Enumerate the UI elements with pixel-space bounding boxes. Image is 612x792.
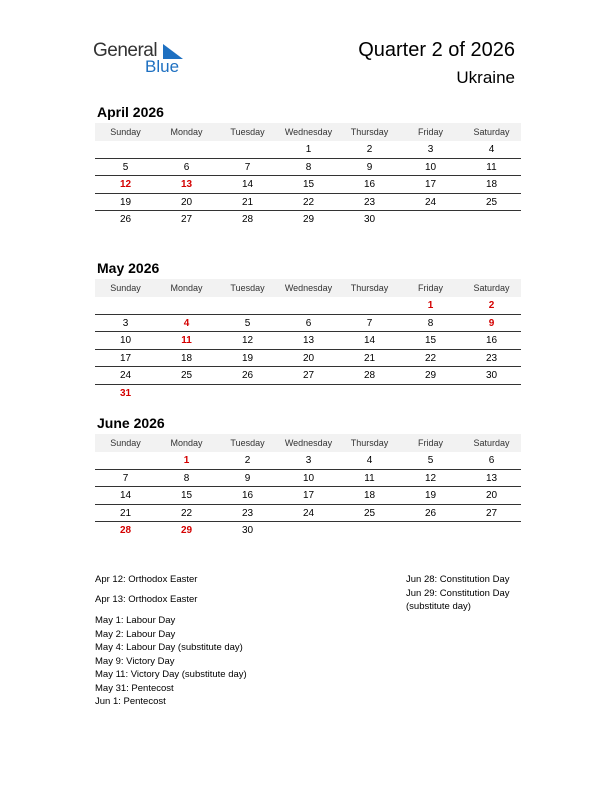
- day-cell: 25: [180, 370, 193, 381]
- month-title: May 2026: [97, 260, 160, 276]
- day-cell: 19: [119, 196, 132, 208]
- day-cell: 11: [486, 161, 497, 173]
- day-cell: 17: [424, 179, 437, 190]
- day-cell: 13: [302, 335, 315, 346]
- logo-text-blue: Blue: [145, 57, 180, 76]
- day-cell: 29: [424, 370, 437, 381]
- day-cell: 28: [241, 214, 254, 225]
- day-cell: 28: [363, 370, 376, 381]
- week-row: [95, 315, 521, 333]
- day-cell: 16: [363, 179, 376, 190]
- holiday-day-cell: 31: [119, 387, 132, 399]
- holiday-note: Apr 12: Orthodox Easter: [95, 574, 198, 585]
- day-cell: 27: [485, 507, 498, 519]
- holiday-day-cell: 12: [119, 179, 132, 190]
- weekday-label: Sunday: [110, 127, 141, 137]
- week-row: [95, 332, 521, 350]
- week-row: [95, 194, 521, 212]
- week-row: [95, 487, 521, 505]
- day-cell: 13: [485, 472, 498, 484]
- week-row: [95, 452, 521, 470]
- day-cell: 23: [485, 352, 498, 364]
- holiday-day-cell: 1: [183, 455, 190, 466]
- day-cell: 7: [244, 161, 251, 173]
- weekday-label: Saturday: [473, 127, 510, 137]
- day-cell: 30: [485, 370, 498, 381]
- weekday-label: Saturday: [473, 283, 510, 293]
- holiday-notes-right: [406, 573, 510, 614]
- day-cell: 15: [180, 490, 193, 501]
- weekday-label: Tuesday: [230, 438, 265, 448]
- day-cell: 25: [363, 507, 376, 519]
- day-cell: 3: [427, 144, 434, 155]
- day-cell: 23: [241, 507, 254, 519]
- day-cell: 1: [305, 144, 312, 155]
- day-cell: 16: [485, 335, 498, 346]
- week-row: [95, 141, 521, 159]
- day-cell: 25: [485, 196, 498, 208]
- holiday-note: May 4: Labour Day (substitute day): [95, 642, 243, 653]
- day-cell: 22: [180, 507, 193, 519]
- day-cell: 24: [302, 507, 315, 519]
- day-cell: 14: [363, 335, 376, 346]
- day-cell: 2: [366, 144, 373, 155]
- day-cell: 21: [119, 507, 132, 519]
- day-cell: 8: [427, 317, 434, 329]
- day-cell: 10: [119, 335, 132, 346]
- day-cell: 26: [119, 214, 132, 225]
- holiday-note: Apr 13: Orthodox Easter: [95, 594, 198, 605]
- day-cell: 20: [485, 490, 498, 501]
- holiday-note: Jun 28: Constitution Day: [406, 574, 510, 585]
- day-cell: 18: [485, 179, 498, 190]
- weekday-label: Friday: [417, 283, 443, 293]
- day-cell: 23: [363, 196, 376, 208]
- generalblue-logo: [93, 40, 193, 80]
- week-row: [95, 159, 521, 177]
- day-cell: 27: [180, 214, 193, 225]
- weekday-label: Tuesday: [230, 127, 265, 137]
- weekday-label: Wednesday: [284, 438, 333, 448]
- holiday-note: May 1: Labour Day: [95, 615, 176, 626]
- day-cell: 7: [366, 317, 373, 329]
- day-cell: 20: [302, 352, 315, 364]
- day-cell: 10: [424, 161, 437, 173]
- holiday-note: Jun 29: Constitution Day: [406, 587, 510, 599]
- day-cell: 5: [122, 161, 129, 173]
- week-row: [95, 385, 521, 403]
- weekday-label: Thursday: [350, 127, 389, 137]
- week-row: [95, 505, 521, 523]
- holiday-note: May 11: Victory Day (substitute day): [95, 669, 247, 680]
- weekday-header: [95, 123, 521, 141]
- holiday-day-cell: 13: [180, 179, 193, 190]
- day-cell: 12: [241, 335, 254, 346]
- week-row: [95, 297, 521, 315]
- day-cell: 10: [302, 472, 315, 484]
- day-cell: 24: [424, 196, 437, 208]
- holiday-day-cell: 11: [181, 335, 192, 346]
- day-cell: 21: [363, 352, 376, 364]
- holiday-notes-apr12: [95, 573, 197, 587]
- day-cell: 22: [424, 352, 437, 364]
- weekday-label: Saturday: [473, 438, 510, 448]
- holiday-note: May 2: Labour Day: [95, 628, 176, 640]
- weekday-label: Monday: [170, 438, 203, 448]
- weekday-label: Friday: [417, 438, 443, 448]
- holiday-day-cell: 4: [183, 317, 190, 329]
- day-cell: 26: [241, 370, 254, 381]
- day-cell: 29: [302, 214, 315, 225]
- week-row: [95, 470, 521, 488]
- weekday-label: Wednesday: [284, 283, 333, 293]
- month-title: April 2026: [97, 104, 164, 120]
- week-row: [95, 176, 521, 194]
- day-cell: 12: [424, 472, 437, 484]
- week-row: [95, 522, 521, 540]
- day-cell: 9: [244, 472, 251, 484]
- day-cell: 18: [180, 352, 193, 364]
- weekday-label: Thursday: [350, 438, 389, 448]
- day-cell: 3: [305, 455, 312, 466]
- day-cell: 18: [363, 490, 376, 501]
- holiday-note: (substitute day): [406, 601, 471, 612]
- day-cell: 5: [427, 455, 434, 466]
- day-cell: 20: [180, 196, 193, 208]
- day-cell: 30: [363, 214, 376, 225]
- day-cell: 22: [302, 196, 315, 208]
- week-row: [95, 367, 521, 385]
- weekday-header: [95, 434, 521, 452]
- weekday-label: Friday: [417, 127, 443, 137]
- day-cell: 30: [241, 525, 254, 536]
- day-cell: 6: [183, 161, 190, 173]
- day-cell: 19: [424, 490, 437, 501]
- weekday-label: Sunday: [110, 438, 141, 448]
- day-cell: 21: [241, 196, 254, 208]
- weekday-label: Monday: [170, 283, 203, 293]
- holiday-note: Jun 1: Pentecost: [95, 696, 166, 707]
- day-cell: 27: [302, 370, 315, 381]
- day-cell: 4: [488, 144, 495, 155]
- day-cell: 16: [241, 490, 254, 501]
- holiday-day-cell: 1: [427, 300, 434, 311]
- weekday-label: Sunday: [110, 283, 141, 293]
- weekday-header: [95, 279, 521, 297]
- day-cell: 7: [122, 472, 129, 484]
- day-cell: 24: [119, 370, 132, 381]
- day-cell: 14: [241, 179, 254, 190]
- day-cell: 17: [119, 352, 132, 364]
- day-cell: 19: [241, 352, 254, 364]
- day-cell: 6: [305, 317, 312, 329]
- day-cell: 15: [302, 179, 315, 190]
- day-cell: 14: [119, 490, 132, 501]
- month-title: June 2026: [97, 415, 165, 431]
- day-cell: 8: [183, 472, 190, 484]
- day-cell: 3: [122, 317, 129, 329]
- weekday-label: Tuesday: [230, 283, 265, 293]
- day-cell: 17: [302, 490, 315, 501]
- holiday-day-cell: 2: [488, 300, 495, 311]
- day-cell: 9: [366, 161, 373, 173]
- holiday-notes-apr13: [95, 593, 197, 607]
- day-cell: 26: [424, 507, 437, 519]
- week-row: [95, 211, 521, 229]
- weekday-label: Monday: [170, 127, 203, 137]
- day-cell: 15: [424, 335, 437, 346]
- page-title: Quarter 2 of 2026: [358, 39, 515, 61]
- logo-text-general: General: [93, 40, 158, 61]
- holiday-note: May 31: Pentecost: [95, 682, 174, 694]
- holiday-day-cell: 28: [119, 525, 132, 536]
- holiday-day-cell: 29: [180, 525, 193, 536]
- day-cell: 6: [488, 455, 495, 466]
- day-cell: 4: [366, 455, 373, 466]
- week-row: [95, 350, 521, 368]
- day-cell: 8: [305, 161, 312, 173]
- country-name: Ukraine: [456, 68, 515, 87]
- holiday-day-cell: 9: [488, 317, 495, 329]
- day-cell: 5: [244, 317, 251, 329]
- weekday-label: Wednesday: [284, 127, 333, 137]
- holiday-notes-may-jun: [95, 614, 247, 709]
- weekday-label: Thursday: [350, 283, 389, 293]
- day-cell: 2: [244, 455, 251, 466]
- holiday-note: May 9: Victory Day: [95, 655, 175, 667]
- day-cell: 11: [364, 472, 375, 484]
